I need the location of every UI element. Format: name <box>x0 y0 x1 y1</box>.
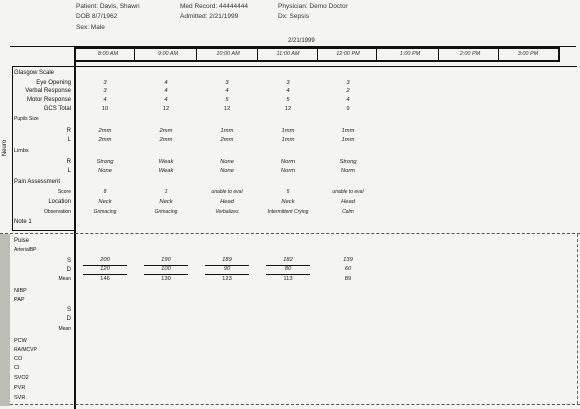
eye-value: 3 <box>225 80 229 86</box>
limbs-r-value: None <box>220 159 234 165</box>
motor-value: 4 <box>346 97 350 103</box>
verbal-label: Verbal Response <box>25 88 71 94</box>
art-mean-value: 113 <box>283 276 293 282</box>
observation-value: Verbalizes <box>215 209 239 215</box>
chart-date: 2/21/1999 <box>288 38 315 44</box>
location-value: Neck <box>159 199 173 205</box>
bottom-divider <box>0 404 580 405</box>
right-border <box>558 47 560 61</box>
art-mean-value: 89 <box>344 276 352 282</box>
glasgow-header: Glasgow Scale <box>14 70 55 76</box>
art-s-value: 139 <box>343 257 353 263</box>
bp-underline <box>266 274 310 275</box>
pain-header: Pain Assessment <box>14 179 61 185</box>
location-value: Neck <box>98 199 112 205</box>
pupil-l-value: 2mm <box>98 137 112 143</box>
art-mean-value: 123 <box>222 276 232 282</box>
eye-value: 3 <box>346 80 350 86</box>
art-s-value: 200 <box>100 257 110 263</box>
gcs-value: 12 <box>223 106 231 112</box>
location-label: Location <box>48 199 71 205</box>
observation-value: Intermittent Crying <box>267 209 309 215</box>
pvr-label: PVR <box>14 385 26 391</box>
ra-mcvp-label: RA/MCVP <box>14 347 37 353</box>
pulse-label: Pulse <box>14 238 30 244</box>
arterial-bp-label: ArterialBP <box>14 247 37 253</box>
score-value: unable to eval <box>211 189 243 195</box>
pupil-l-value: 1mm <box>281 137 295 143</box>
time-header: 11:00 AM <box>276 51 300 57</box>
limbs-l-label: L <box>67 168 71 174</box>
bp-underline <box>144 274 188 275</box>
right-dashed-edge <box>577 234 578 404</box>
location-value: Head <box>220 199 234 205</box>
verbal-value: 3 <box>103 88 107 94</box>
score-value: 1 <box>164 189 168 195</box>
observation-value: Grimacing <box>93 209 117 215</box>
left-border <box>74 46 76 409</box>
art-d-label: D <box>66 267 71 273</box>
limbs-r-value: Strong <box>339 159 357 165</box>
verbal-value: 2 <box>346 88 350 94</box>
eye-value: 4 <box>164 80 168 86</box>
pap-d-label: D <box>66 316 71 322</box>
art-mean-label: Mean <box>58 276 71 282</box>
pcw-label: PCW <box>14 338 27 344</box>
pupil-l-value: 2mm <box>220 137 234 143</box>
motor-value: 4 <box>164 97 168 103</box>
art-d-value: 100 <box>161 266 171 272</box>
pap-label: PAP <box>14 297 25 303</box>
motor-value: 5 <box>225 97 229 103</box>
pupil-l-label: L <box>67 137 71 143</box>
location-value: Neck <box>281 199 295 205</box>
time-header: 1:00 PM <box>399 51 421 57</box>
limbs-l-value: None <box>98 168 112 174</box>
verbal-value: 4 <box>164 88 168 94</box>
pap-s-label: S <box>66 307 71 313</box>
score-value: 8 <box>103 189 107 195</box>
pupil-r-label: R <box>66 128 71 134</box>
art-mean-value: 146 <box>100 276 110 282</box>
location-value: Head <box>341 199 355 205</box>
side-label-neuro: Neuro <box>2 139 9 157</box>
pupil-l-value: 1mm <box>341 137 355 143</box>
pupil-r-value: 2mm <box>98 128 112 134</box>
limbs-r-value: Weak <box>158 159 174 165</box>
art-mean-value: 130 <box>161 276 171 282</box>
grid-top-rule <box>12 66 577 67</box>
score-label: Score <box>57 189 71 195</box>
bp-underline <box>83 274 127 275</box>
patient-sex: Sex: Male <box>76 24 105 31</box>
eye-label: Eye Opening <box>36 80 71 86</box>
pap-mean-label: Mean <box>58 326 71 332</box>
art-d-value: 90 <box>223 266 231 272</box>
diagnosis: Dx: Sepsis <box>278 13 310 20</box>
pupil-r-value: 1mm <box>341 128 355 134</box>
motor-value: 5 <box>286 97 290 103</box>
time-header: 2:00 PM <box>459 51 481 57</box>
co-label: CO <box>14 356 23 362</box>
gcs-value: 9 <box>346 106 350 112</box>
verbal-value: 4 <box>286 88 290 94</box>
patient-dob: DOB 8/7/1962 <box>76 13 118 20</box>
observation-value: Calm <box>342 209 354 215</box>
observation-label: Observation <box>44 209 71 215</box>
patient-name: Patient: Davis, Shawn <box>76 3 140 10</box>
gcs-value: 12 <box>284 106 292 112</box>
art-d-value: 60 <box>344 266 352 272</box>
time-header: 8:00 AM <box>97 51 119 57</box>
score-value: 5 <box>286 189 290 195</box>
limbs-l-value: Norm <box>280 168 296 174</box>
art-s-value: 189 <box>222 257 232 263</box>
physician: Physician: Demo Doctor <box>278 3 348 10</box>
art-d-value: 80 <box>284 266 292 272</box>
gcs-value: 12 <box>162 106 170 112</box>
time-header: 9:00 AM <box>157 51 179 57</box>
limbs-l-value: Weak <box>158 168 174 174</box>
observation-value: Grimacing <box>154 209 178 215</box>
time-header: 3:00 PM <box>517 51 539 57</box>
gcs-label: GCS Total <box>43 106 71 112</box>
limbs-l-value: None <box>220 168 234 174</box>
limbs-header: Limbs <box>14 148 29 154</box>
limbs-r-value: Norm <box>280 159 296 165</box>
section-divider <box>0 233 580 234</box>
admitted-date: Admitted: 2/21/1999 <box>180 13 239 20</box>
time-header: 12:00 PM <box>336 51 360 57</box>
bp-underline <box>205 274 249 275</box>
pupils-header: Pupils Size <box>14 116 39 122</box>
limbs-l-value: Norm <box>340 168 356 174</box>
limbs-r-label: R <box>66 159 71 165</box>
motor-label: Motor Response <box>26 97 71 103</box>
note-label: Note 1 <box>14 219 32 225</box>
svo2-label: SVO2 <box>14 375 29 381</box>
score-value: unable to eval <box>332 189 364 195</box>
pupil-r-value: 1mm <box>281 128 295 134</box>
pupil-r-value: 1mm <box>220 128 234 134</box>
motor-value: 4 <box>103 97 107 103</box>
pupil-l-value: 2mm <box>159 137 173 143</box>
verbal-value: 4 <box>225 88 229 94</box>
ci-label: CI <box>14 365 20 371</box>
med-record: Med Record: 44444444 <box>180 3 248 10</box>
time-header: 10:00 AM <box>216 51 240 57</box>
svr-label: SVR <box>14 395 26 401</box>
nibp-label: NIBP <box>14 288 27 294</box>
gcs-value: 10 <box>101 106 109 112</box>
limbs-r-value: Strong <box>96 159 114 165</box>
art-s-value: 190 <box>161 257 171 263</box>
art-s-label: S <box>66 258 71 264</box>
art-d-value: 120 <box>100 266 110 272</box>
art-s-value: 182 <box>283 257 293 263</box>
cardio-side-band <box>0 234 10 406</box>
neuro-section-bottom <box>12 230 75 231</box>
eye-value: 3 <box>286 80 290 86</box>
eye-value: 3 <box>103 80 107 86</box>
pupil-r-value: 2mm <box>159 128 173 134</box>
